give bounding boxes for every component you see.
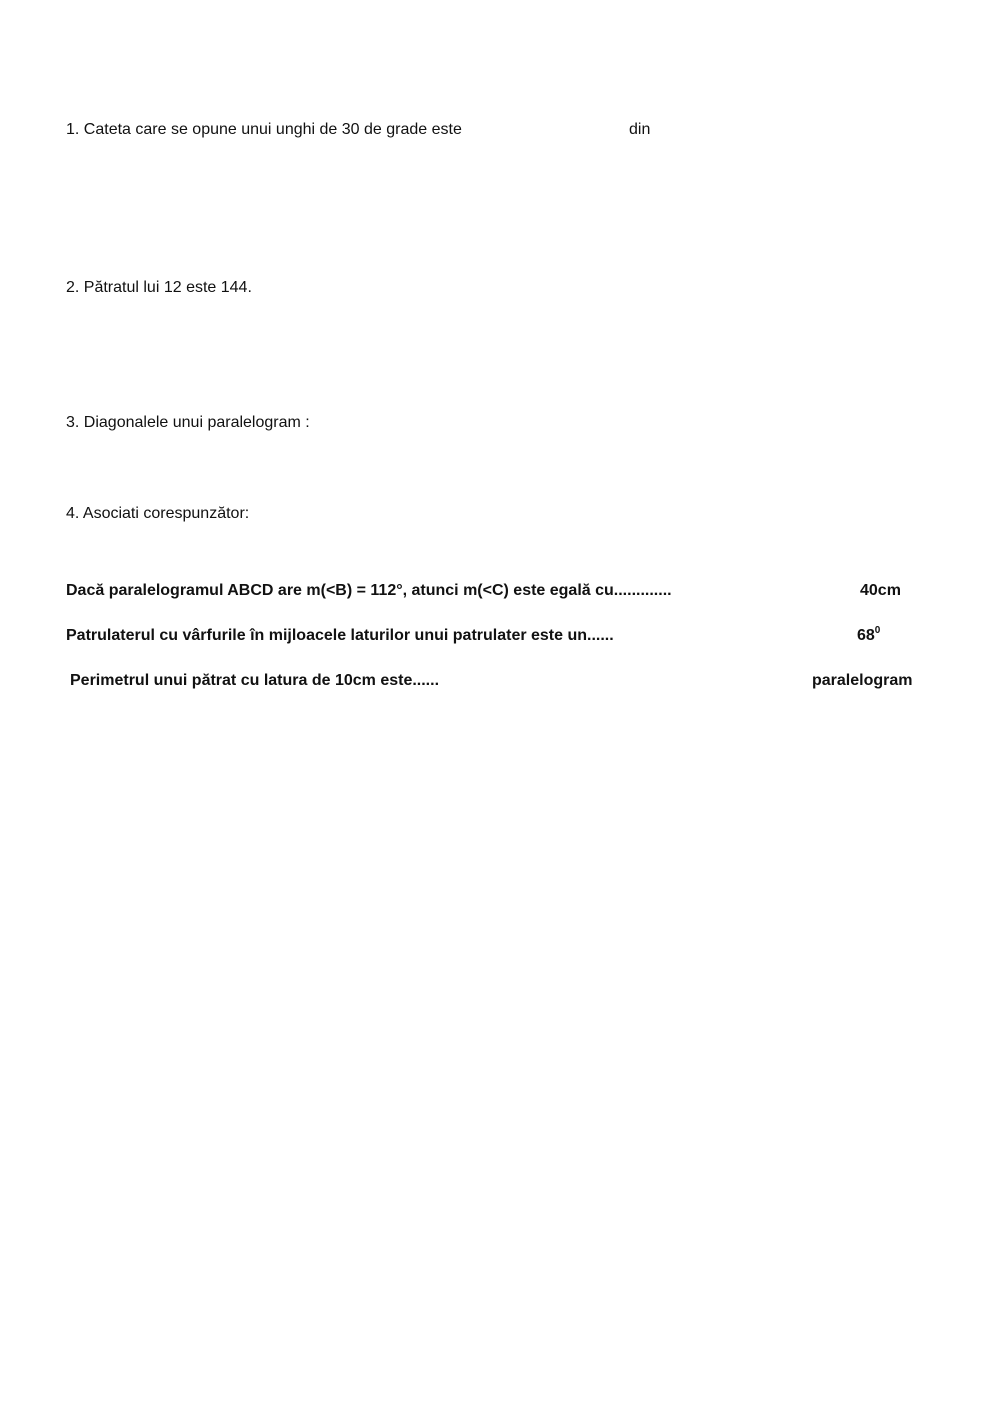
matching-row-3-statement: Perimetrul unui pătrat cu latura de 10cm este...... xyxy=(70,672,440,689)
matching-row-3-answer: paralelogram xyxy=(812,672,913,689)
matching-row-1-statement: Dacă paralelogramul ABCD are m(<B) = 112°, atunci m(<C) este egală cu............. xyxy=(66,582,672,599)
question-3-text: 3. Diagonalele unui paralelogram : xyxy=(66,414,310,431)
matching-row-2-answer-base: 68 xyxy=(857,627,875,644)
question-1-tail-text: din xyxy=(629,121,651,138)
question-2-text: 2. Pătratul lui 12 este 144. xyxy=(66,279,252,296)
matching-row-2-answer-superscript: 0 xyxy=(874,624,881,636)
matching-row-1-answer: 40cm xyxy=(860,582,901,599)
matching-row-2-answer xyxy=(857,626,880,646)
question-1-text: 1. Cateta care se opune unui unghi de 30 de grade este xyxy=(66,121,462,138)
question-4-text: 4. Asociati corespunzător: xyxy=(66,505,250,522)
matching-row-2-statement: Patrulaterul cu vârfurile în mijloacele laturilor unui patrulater este un...... xyxy=(66,627,614,644)
